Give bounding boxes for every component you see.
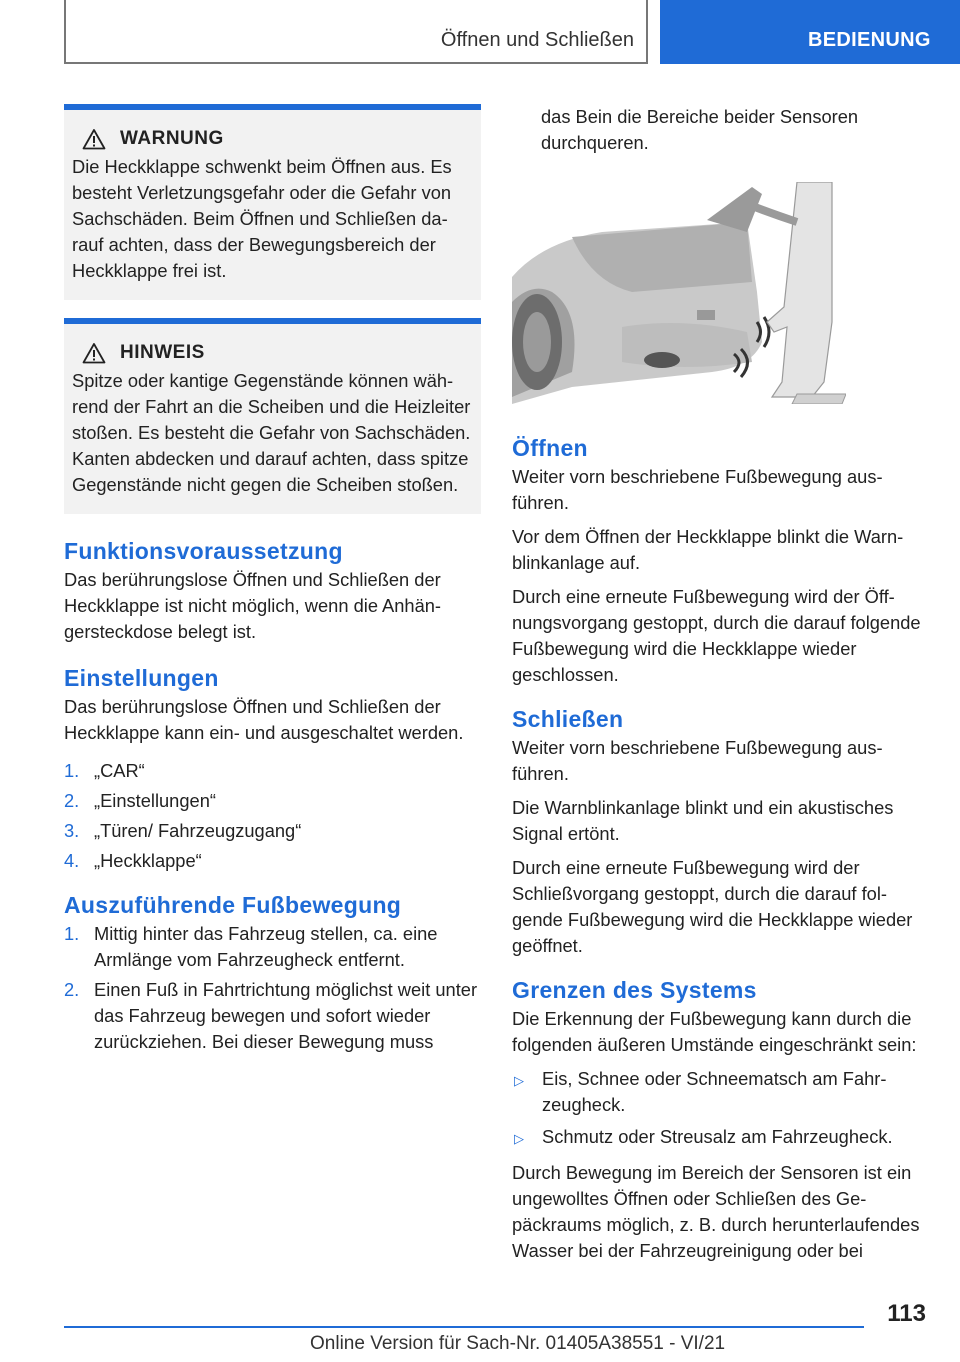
- list-item: 2. Einen Fuß in Fahrtrichtung möglichst weit unter das Fahrzeug bewegen und sofort wieder zurückziehen. Bei dieser Bewegung muss: [64, 979, 478, 1052]
- warning-box: [64, 104, 481, 300]
- limits-p1: Die Erkennung der Fußbewegung kann durch die folgenden äußeren Umstände eingeschränkt sein:: [512, 1008, 917, 1055]
- page-number: 113: [887, 1300, 926, 1327]
- warning-text: Die Heckklappe schwenkt beim Öffnen aus. Es besteht Verletzungsgefahr oder die Gefahr von Sachschäden. Beim Öffnen und Schließen darauf achten, dass der Bewegungsbereich der Heckklappe frei ist.: [72, 156, 452, 281]
- open-p3: Durch eine erneute Fußbewegung wird der Öffnungsvorgang gestoppt, durch die darauf folgende Fußbewegung wird die Heckklappe wieder geschlossen.: [512, 586, 921, 685]
- close-p2: Die Warnblinkanlage blinkt und ein akustisches Signal ertönt.: [512, 797, 894, 844]
- limits-bullets: [512, 1066, 926, 1152]
- warning-triangle-icon: [82, 342, 106, 364]
- list-item: 1. „CAR“: [64, 760, 145, 781]
- open-p2: Vor dem Öffnen der Heckklappe blinkt die Warnblinkanlage auf.: [512, 526, 904, 573]
- list-item: 4. „Heckklappe“: [64, 850, 202, 871]
- right-column: [512, 104, 926, 1272]
- warning-title: WARNUNG: [120, 128, 224, 149]
- list-item: 3. „Türen/ Fahrzeugzugang“: [64, 820, 302, 841]
- bullet-triangle-icon: ▷: [514, 1131, 524, 1146]
- header-chapter-box: [64, 0, 648, 64]
- heading-oeffnen: Öffnen: [512, 435, 588, 461]
- left-column: [64, 104, 481, 1067]
- online-version-note: Online Version für Sach-Nr. 01405A38551 - VI/21: [310, 1333, 726, 1354]
- warning-triangle-icon: [82, 128, 106, 150]
- continuation-text: das Bein die Bereiche beider Sensoren durchqueren.: [541, 106, 859, 153]
- settings-steps: [64, 758, 481, 874]
- chapter-title: Öffnen und Schließen: [440, 29, 634, 51]
- list-item: 1. Mittig hinter das Fahrzeug stellen, ca. eine Armlänge vom Fahrzeugheck entfernt.: [64, 923, 438, 970]
- settings-text: Das berührungslose Öffnen und Schließen der Heckklappe kann ein- und ausgeschaltet werden.: [64, 696, 464, 743]
- list-item: ▷ Schmutz oder Streusalz am Fahrzeugheck.: [512, 1124, 926, 1152]
- heading-funktionsvoraussetzung: Funktionsvoraussetzung: [64, 538, 343, 564]
- header-section-tab: [660, 0, 960, 64]
- hint-title: HINWEIS: [120, 342, 205, 363]
- hint-text: Spitze oder kantige Gegenstände können während der Fahrt an die Scheiben und die Heizleiter stoßen. Es besteht die Gefahr von Sachschäden. Kanten abdecken und darauf achten, dass spitze Gegenstände nicht gegen die Scheiben stoßen.: [72, 370, 471, 495]
- close-p3: Durch eine erneute Fußbewegung wird der Schließvorgang gestoppt, durch die darauf folgende Fußbewegung wird die Heckklappe wieder geöffnet.: [512, 857, 913, 956]
- list-item: 2. „Einstellungen“: [64, 790, 216, 811]
- func-text: Das berührungslose Öffnen und Schließen der Heckklappe ist nicht möglich, wenn die Anhängersteckdose belegt ist.: [64, 569, 442, 642]
- foot-steps: [64, 921, 481, 1055]
- list-item: ▷ Eis, Schnee oder Schneematsch am Fahrzeugheck.: [512, 1066, 926, 1118]
- section-title: BEDIENUNG: [808, 29, 931, 51]
- open-p1: Weiter vorn beschriebene Fußbewegung ausführen.: [512, 466, 883, 513]
- hint-box: [64, 318, 481, 514]
- heading-grenzen: Grenzen des Systems: [512, 977, 757, 1003]
- bullet-triangle-icon: ▷: [514, 1073, 524, 1088]
- close-p1: Weiter vorn beschriebene Fußbewegung ausführen.: [512, 737, 883, 784]
- heading-fussbewegung: Auszuführende Fußbewegung: [64, 892, 402, 918]
- tailgate-foot-sensor-illustration: [512, 182, 846, 404]
- limits-p2: Durch Bewegung im Bereich der Sensoren ist ein ungewolltes Öffnen oder Schließen des Gepäckraums möglich, z. B. durch herunterlaufendes Wasser bei der Fahrzeugreinigung oder bei: [512, 1162, 920, 1261]
- heading-schliessen: Schließen: [512, 706, 624, 732]
- footer-divider: [64, 1326, 864, 1328]
- heading-einstellungen: Einstellungen: [64, 665, 219, 691]
